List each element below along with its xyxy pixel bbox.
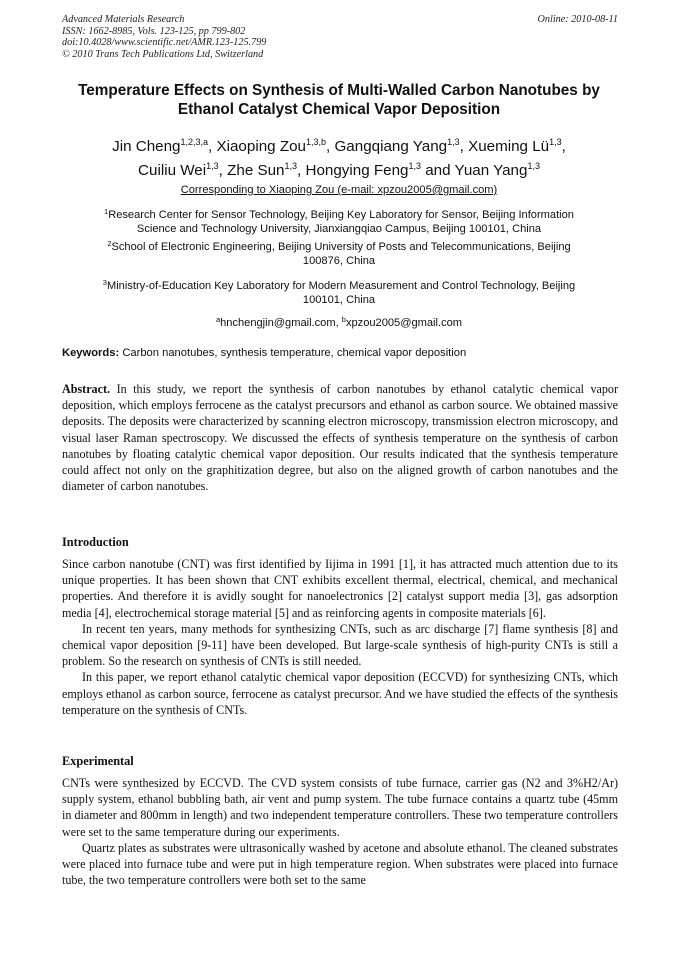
author-separator: , [561,138,566,155]
author-affiliation-sup: 1,3 [284,161,298,171]
paragraph: In recent ten years, many methods for synthesizing CNTs, such as arc discharge [7] flame synthesis [8] and chemical vapor deposition [9-11] have been developed. But large-scale synthesis of high-purity CNTs is still a problem. So the research on synthesis of CNTs is still needed. [62,621,618,669]
affiliation-text: 100101, China [302,294,376,307]
corresponding-author: Corresponding to Xiaoping Zou (e-mail: xpzou2005@gmail.com) [180,184,498,196]
online-date: Online: 2010-08-11 [537,14,618,25]
author-separator: , [218,162,228,179]
experimental-body [62,775,618,888]
section-heading-introduction: Introduction [62,535,129,549]
author-separator: , [326,138,335,155]
affiliation-3 [55,276,623,308]
paragraph: Quartz plates as substrates were ultrasonically washed by acetone and absolute ethanol. The cleaned substrates were placed into furnace tube and were put in high temperature region. When substrates were placed into furnace tube, the two temperature controllers were both set to the same [62,840,618,888]
paragraph: Since carbon nanotube (CNT) was first identified by Iijima in 1991 [1], it has attracted much attention due to its unique properties. It has been shown that CNT exhibits excellent thermal, electrical, chemical, and mechanical properties. And therefore it is avidly sought for nanoelectronics [2] catalyst support media [3], gas adsorption media [4], electrochemical storage material [5] and as reinforcing agents in composite materials [6]. [62,557,618,620]
author-name: Zhe Sun [227,162,285,179]
author-name: Xueming Lü [468,138,550,155]
author-name: Gangqiang Yang [334,138,448,155]
journal-doi: doi:10.4028/www.scientific.net/AMR.123-125.799 [62,37,267,48]
journal-issn: ISSN: 1662-8985, Vols. 123-125, pp 799-802 [62,25,246,37]
author-affiliation-sup: 1,3 [527,161,540,171]
introduction-body [62,556,618,718]
affiliation-sup: 2 [107,239,112,248]
title-line-2: Ethanol Catalyst Chemical Vapor Deposition [177,101,501,118]
author-name: Hongying Feng [305,162,409,179]
paragraph: In this paper, we report ethanol catalytic chemical vapor deposition (ECCVD) for synthesizing CNTs, which employs ethanol as carbon source, ferrocene as catalyst precursor. And we have studied the effects of the synthesis temperature on the synthesis of CNTs. [62,670,618,717]
author-affiliation-sup: 1,2,3,a [180,137,209,147]
authors-line-1 [40,132,638,157]
keywords-label: Keywords: [62,347,120,359]
email-separator: , [335,317,342,329]
author-affiliation-sup: 1,3 [206,161,219,171]
email-sup-a: a [215,315,221,324]
email-a: hnchengjin@gmail.com [220,317,336,329]
affiliation-text: Ministry-of-Education Key Laboratory for Modern Measurement and Control Technology, Beijing [106,280,576,292]
paragraph: CNTs were synthesized by ECCVD. The CVD system consists of tube furnace, carrier gas (N2 and 3%H2/Ar) supply system, ethanol bubbling bath, air vent and pump system. The tube furnace contains a quartz tube (45mm in diameter and 800mm in length) and two independent temperature controllers. These two temperature controllers were set to the same temperature during our experiments. [62,776,618,839]
journal-header [62,14,618,60]
author-affiliation-sup: 1,3 [549,137,562,147]
email-b: xpzou2005@gmail.com [345,317,463,329]
affiliation-text: School of Electronic Engineering, Beijing University of Posts and Telecommunications, Beijing [111,241,571,253]
author-affiliation-sup: 1,3,b [306,137,327,147]
keywords-text: Carbon nanotubes, synthesis temperature, chemical vapor deposition [122,347,467,359]
author-name: Cuiliu Wei [138,162,207,179]
keywords [62,347,618,359]
paper-title [40,81,638,119]
author-separator: , [208,138,217,155]
author-separator: , [297,162,306,179]
affiliation-2 [55,237,623,269]
author-affiliation-sup: 1,3 [447,137,460,147]
author-separator: , [459,138,469,155]
section-heading-experimental: Experimental [62,754,134,768]
author-name: Xiaoping Zou [216,138,306,155]
affiliation-text: Science and Technology University, Jianxiangqiao Campus, Beijing 100101, China [136,223,542,236]
author-affiliation-sup: 1,3 [408,161,422,171]
affiliation-text: Research Center for Sensor Technology, Beijing Key Laboratory for Sensor, Beijing Information [108,209,574,221]
journal-copyright: © 2010 Trans Tech Publications Ltd, Switzerland [62,48,264,60]
email-sup-b: b [341,315,346,324]
author-separator: and [421,162,455,179]
affiliation-text: 100876, China [302,255,376,268]
affiliation-1 [55,205,623,237]
author-name: Yuan Yang [454,162,528,179]
journal-name: Advanced Materials Research [62,14,185,25]
author-name: Jin Cheng [112,138,181,155]
affiliation-sup: 3 [102,278,107,287]
abstract-text: In this study, we report the synthesis of carbon nanotubes by ethanol catalytic chemical vapor deposition, which employs ferrocene as the catalyst precursors and ethanol as carbon source. We obtained massive deposits. The deposits were characterized by scanning electron microscopy, transmission electron microscopy, and visual laser Raman spectroscopy. We discussed the effects of synthesis temperature on the synthesis of carbon nanotubes by floating catalytic chemical vapor deposition. Our results indicated that the synthesis temperature could affect not only on the graphitization degree, but also on the aligned growth of carbon nanotubes and the diameter of carbon nanotubes. [62,382,619,494]
author-emails [55,313,623,330]
abstract [62,381,618,494]
affiliation-sup: 1 [104,207,109,216]
authors-line-2 [40,156,638,181]
title-line-1: Temperature Effects on Synthesis of Multi-Walled Carbon Nanotubes by [78,82,600,99]
abstract-label: Abstract. [62,382,111,396]
